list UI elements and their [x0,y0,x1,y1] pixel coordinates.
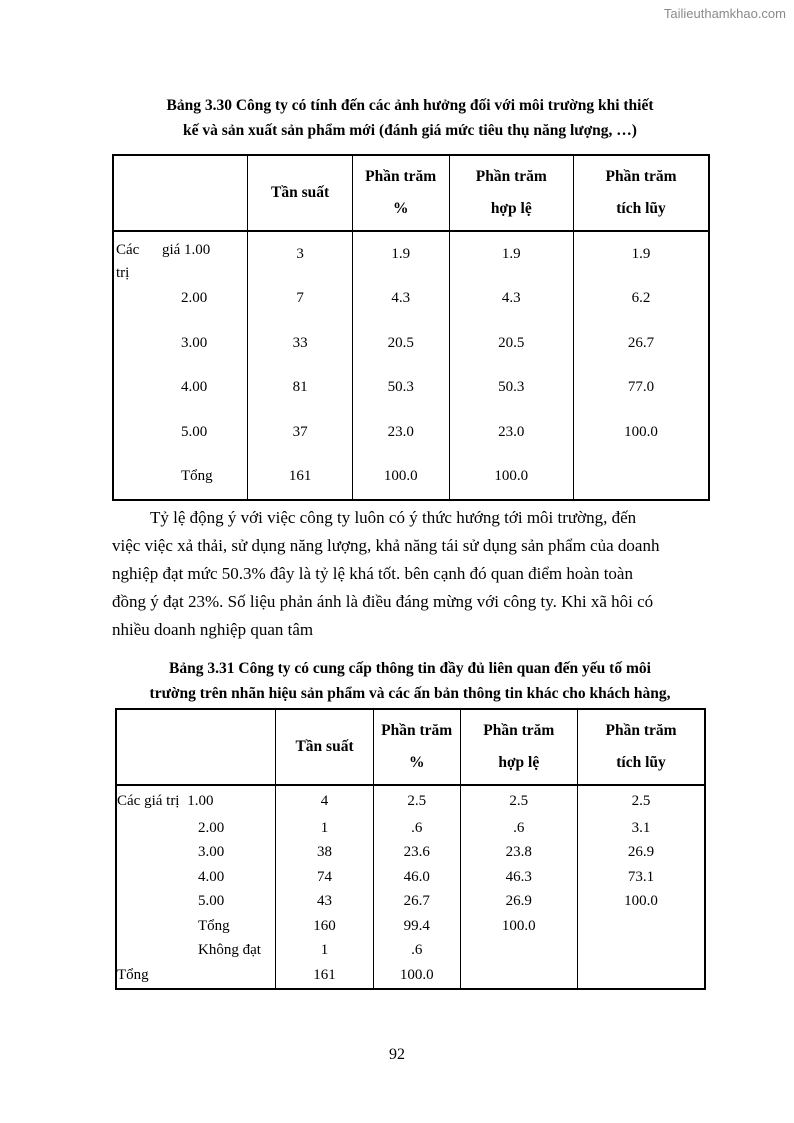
table1-row-label: 3.00 [113,321,248,366]
watermark: Tailieuthamkhao.com [663,6,786,21]
table-row [116,816,705,841]
table2-cell-pct: 2.5 [373,785,460,816]
table2-row-label: Không đạt [116,939,276,964]
table2-total-pct: 100.0 [373,963,460,989]
table2-cell-cum: 100.0 [578,890,705,915]
table2-cell-pct: 26.7 [373,890,460,915]
table1-cell-freq: 7 [248,277,353,322]
table1-cell-valid: 4.3 [449,277,574,322]
table1-row-label: 2.00 [113,277,248,322]
table1-cell-cum: 77.0 [574,366,709,411]
table2-cell-valid: 46.3 [460,865,578,890]
table2-cell-valid: 2.5 [460,785,578,816]
table2-cell-cum: 2.5 [578,785,705,816]
table2-cell-valid: 23.8 [460,841,578,866]
table1-row-value-label: 1.00 [184,242,211,258]
table2-cell-cum [578,939,705,964]
table1-cell-valid: 20.5 [449,321,574,366]
table-row [113,410,709,455]
paragraph-line4: đồng ý đạt 23%. Số liệu phản ánh là điều đáng mừng với công ty. Khi xã hôi có [112,592,654,611]
table1-cell-pct: 50.3 [352,366,449,411]
table-row [116,785,705,816]
table2-cell-pct: 23.6 [373,841,460,866]
paragraph-line2: việc việc xả thải, sử dụng năng lượng, khả năng tái sử dụng sản phẩm của doanh [112,536,660,555]
table2-cell-freq: 160 [276,914,374,939]
table2-caption-line1: Bảng 3.31 Công ty có cung cấp thông tin đầy đủ liên quan đến yếu tố môi [169,660,651,677]
table2-cell-cum [578,914,705,939]
table2-header-pct: Phần trăm % [373,709,460,785]
table2-header-row [116,709,705,785]
table2-row-label: 5.00 [116,890,276,915]
table-row [116,963,705,989]
table2-cell-freq: 1 [276,939,374,964]
table-row [116,939,705,964]
page-number: 92 [389,1046,405,1063]
table2-total-label: Tổng [116,963,276,989]
table2-header-cum: Phần trăm tích lũy [578,709,705,785]
table-row [113,321,709,366]
table-row [113,277,709,322]
table1-header-empty [113,155,248,231]
table2-row-label: Tổng [116,914,276,939]
table2-cell-cum: 73.1 [578,865,705,890]
table1-caption-line1: Bảng 3.30 Công ty có tính đến các ảnh hưởng đối với môi trường khi thiết [166,97,654,114]
table1-cell-freq: 161 [248,455,353,501]
table1-header-freq: Tần suất [248,155,353,231]
table2-cell-valid: 100.0 [460,914,578,939]
table-row [116,841,705,866]
table1-cell-valid: 50.3 [449,366,574,411]
table1-header-pct: Phần trăm % [352,155,449,231]
table1-cell-freq: 37 [248,410,353,455]
table2-row-label: 4.00 [116,865,276,890]
table1-cell-cum: 100.0 [574,410,709,455]
body-paragraph [112,504,718,644]
table1-cell-cum: 26.7 [574,321,709,366]
table2-total-freq: 161 [276,963,374,989]
table2 [115,708,706,990]
table1-header-valid: Phần trăm hợp lệ [449,155,574,231]
table2-row-value-label: 1.00 [187,792,214,809]
paragraph-line5: nhiều doanh nghiệp quan tâm [112,620,314,639]
table1-cell-cum: 6.2 [574,277,709,322]
table2-cell-pct: .6 [373,816,460,841]
table1-header-cum: Phần trăm tích lũy [574,155,709,231]
table2-cell-pct: 46.0 [373,865,460,890]
table1-group-label-b: giá [162,242,181,258]
table2-cell-cum: 3.1 [578,816,705,841]
table1-row-label: 4.00 [113,366,248,411]
table1 [112,154,710,501]
table1-cell-pct: 1.9 [352,231,449,277]
table2-row-label: 2.00 [116,816,276,841]
table1-cell-freq: 3 [248,231,353,277]
table1-group-label-a: Các [116,242,140,258]
table1-cell-cum: 1.9 [574,231,709,277]
table1-cell-pct: 4.3 [352,277,449,322]
table1-header-row [113,155,709,231]
table2-header-freq: Tần suất [276,709,374,785]
table2-group-label: Các giá trị [117,792,180,809]
table2-cell-cum: 26.9 [578,841,705,866]
table1-caption-line2: kế và sản xuất sản phẩm mới (đánh giá mức tiêu thụ năng lượng, …) [183,122,637,139]
table1-cell-pct: 20.5 [352,321,449,366]
table2-cell-valid [460,939,578,964]
table-row [116,865,705,890]
table1-cell-valid: 1.9 [449,231,574,277]
table1-cell-pct: 100.0 [352,455,449,501]
table-row [113,231,709,277]
table2-header-empty [116,709,276,785]
table2-cell-freq: 38 [276,841,374,866]
paragraph-line3: nghiệp đạt mức 50.3% đây là tỷ lệ khá tốt. bên cạnh đó quan điểm hoàn toàn [112,564,633,583]
table1-row-label: 5.00 [113,410,248,455]
table2-total-cum [578,963,705,989]
table-row [116,914,705,939]
table2-cell-freq: 4 [276,785,374,816]
table2-cell-pct: 99.4 [373,914,460,939]
table2-caption [100,656,720,706]
table2-cell-freq: 43 [276,890,374,915]
table1-cell-cum [574,455,709,501]
table1-row-label: Tổng [113,455,248,501]
table1-cell-pct: 23.0 [352,410,449,455]
paragraph-line1: Tỷ lệ động ý với việc công ty luôn có ý thức hướng tới môi trường, đến [150,508,637,527]
table1-cell-freq: 81 [248,366,353,411]
table2-cell-pct: .6 [373,939,460,964]
table-row [113,455,709,501]
table-row [116,890,705,915]
table2-cell-freq: 1 [276,816,374,841]
table1-cell-valid: 100.0 [449,455,574,501]
table2-header-valid: Phần trăm hợp lệ [460,709,578,785]
table2-cell-valid: .6 [460,816,578,841]
table2-cell-valid: 26.9 [460,890,578,915]
table1-row-label [113,231,248,281]
table2-cell-freq: 74 [276,865,374,890]
table1-cell-valid: 23.0 [449,410,574,455]
table1-cell-freq: 33 [248,321,353,366]
table-row [113,366,709,411]
table2-row-label: 3.00 [116,841,276,866]
table1-group-label-c: trị [116,265,130,281]
table2-caption-line2: trường trên nhãn hiệu sản phẩm và các ấn bản thông tin khác cho khách hàng, [149,685,671,702]
table2-row-label [116,785,276,816]
table2-total-valid [460,963,578,989]
table1-caption [100,93,720,143]
